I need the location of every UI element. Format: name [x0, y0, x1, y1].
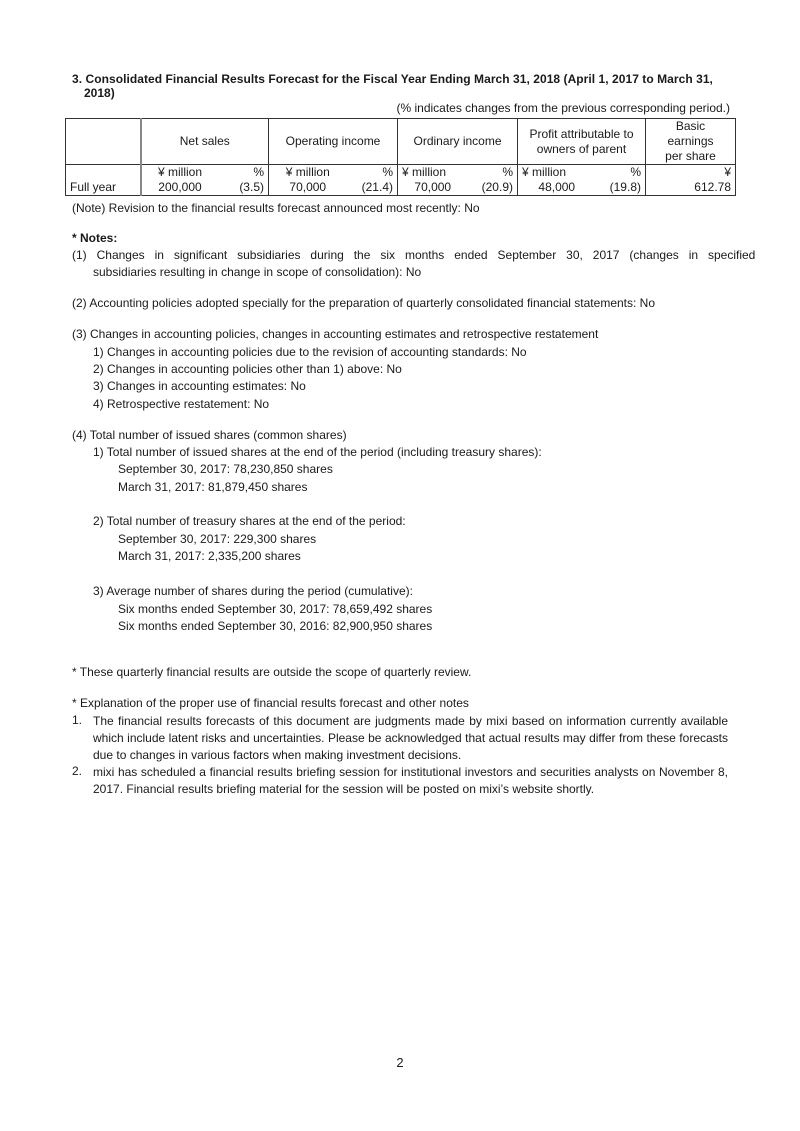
review-note: * These quarterly financial results are outside the scope of quarterly review. — [72, 665, 472, 679]
explanation-item-1-text: The financial results forecasts of this document are judgments made by mixi based on information currently available which include latent risks and uncertainties. Please be acknowledged that actual results may differ from these forecasts due to changes in various factors when making investment decisions. — [93, 714, 728, 762]
page-number: 2 — [396, 1055, 404, 1070]
table-row — [66, 180, 736, 196]
explanation-item-2-text: mixi has scheduled a financial results briefing session for institutional investors and securities analysts on November 8, 2017. Financial results briefing material for the session will be posted on mixi’s website shortly. — [93, 765, 728, 796]
header-net-sales: Net sales — [141, 119, 269, 165]
cell-eps: 612.78 — [646, 180, 736, 196]
table-header-row — [66, 119, 736, 165]
explanation-item-1-number: 1. — [72, 713, 83, 727]
cell-net-sales: 200,000 — [141, 180, 219, 196]
header-eps — [646, 119, 736, 165]
note-1-line1: (1) Changes in significant subsidiaries during the six months ended September 30, 2017 (changes in specified — [72, 248, 756, 262]
unit-note: (% indicates changes from the previous corresponding period.) — [396, 101, 730, 115]
unit-net-sales-pct: % — [219, 165, 269, 181]
unit-profit: ¥ million — [518, 165, 596, 181]
note-4-2: 2) Total number of treasury shares at the end of the period: — [93, 514, 406, 528]
row-label: Full year — [66, 180, 141, 196]
header-blank — [66, 119, 141, 165]
note-3-item: 3) Changes in accounting estimates: No — [93, 379, 306, 393]
cell-operating-income: 70,000 — [269, 180, 347, 196]
note-3-item: 2) Changes in accounting policies other than 1) above: No — [93, 362, 402, 376]
note-3-item: 4) Retrospective restatement: No — [93, 397, 270, 411]
note-3: (3) Changes in accounting policies, changes in accounting estimates and retrospective restatement — [72, 327, 599, 341]
table-units-row — [66, 165, 736, 181]
section-title-continued: 2018) — [84, 86, 115, 100]
cell-profit: 48,000 — [518, 180, 596, 196]
note-4-1-item: March 31, 2017: 81,879,450 shares — [118, 480, 308, 494]
note-4-3-item: Six months ended September 30, 2016: 82,900,950 shares — [118, 619, 433, 633]
note-4: (4) Total number of issued shares (common shares) — [72, 428, 347, 442]
header-operating-income: Operating income — [269, 119, 398, 165]
note-2: (2) Accounting policies adopted specially for the preparation of quarterly consolidated financial statements: No — [72, 296, 656, 310]
header-profit — [518, 119, 646, 165]
note-4-2-item: March 31, 2017: 2,335,200 shares — [118, 549, 301, 563]
unit-net-sales: ¥ million — [141, 165, 219, 181]
unit-operating-income-pct: % — [347, 165, 398, 181]
header-eps-line1: Basic — [675, 119, 706, 133]
header-eps-line3: per share — [665, 149, 716, 163]
table-note: (Note) Revision to the financial results forecast announced most recently: No — [72, 201, 480, 215]
header-ordinary-income: Ordinary income — [398, 119, 518, 165]
note-4-2-item: September 30, 2017: 229,300 shares — [118, 532, 317, 546]
header-eps-line2: earnings — [667, 134, 714, 148]
cell-ordinary-income: 70,000 — [398, 180, 468, 196]
note-4-1: 1) Total number of issued shares at the end of the period (including treasury shares): — [93, 445, 542, 459]
forecast-table — [65, 118, 736, 196]
unit-ordinary-income-pct: % — [468, 165, 518, 181]
cell-profit-pct: (19.8) — [596, 180, 646, 196]
note-3-item: 1) Changes in accounting policies due to the revision of accounting standards: No — [93, 345, 527, 359]
unit-eps: ¥ — [646, 165, 736, 181]
unit-profit-pct: % — [596, 165, 646, 181]
section-title: 3. Consolidated Financial Results Forecast for the Fiscal Year Ending March 31, 2018 (April 1, 2017 to March 31, — [72, 72, 713, 86]
header-profit-line2: owners of parent — [536, 141, 627, 156]
explanation-heading: * Explanation of the proper use of financial results forecast and other notes — [72, 696, 469, 710]
unit-operating-income: ¥ million — [269, 165, 347, 181]
note-4-1-item: September 30, 2017: 78,230,850 shares — [118, 462, 333, 476]
header-profit-line1: Profit attributable to — [529, 126, 634, 141]
note-4-3-item: Six months ended September 30, 2017: 78,659,492 shares — [118, 602, 433, 616]
explanation-item-2-number: 2. — [72, 764, 83, 778]
cell-operating-income-pct: (21.4) — [347, 180, 398, 196]
unit-ordinary-income: ¥ million — [398, 165, 468, 181]
note-4-3: 3) Average number of shares during the period (cumulative): — [93, 584, 413, 598]
note-1-line2: subsidiaries resulting in change in scope of consolidation): No — [93, 265, 422, 279]
cell-ordinary-income-pct: (20.9) — [468, 180, 518, 196]
cell-net-sales-pct: (3.5) — [219, 180, 269, 196]
units-blank — [66, 165, 141, 181]
notes-heading: * Notes: — [72, 231, 118, 245]
